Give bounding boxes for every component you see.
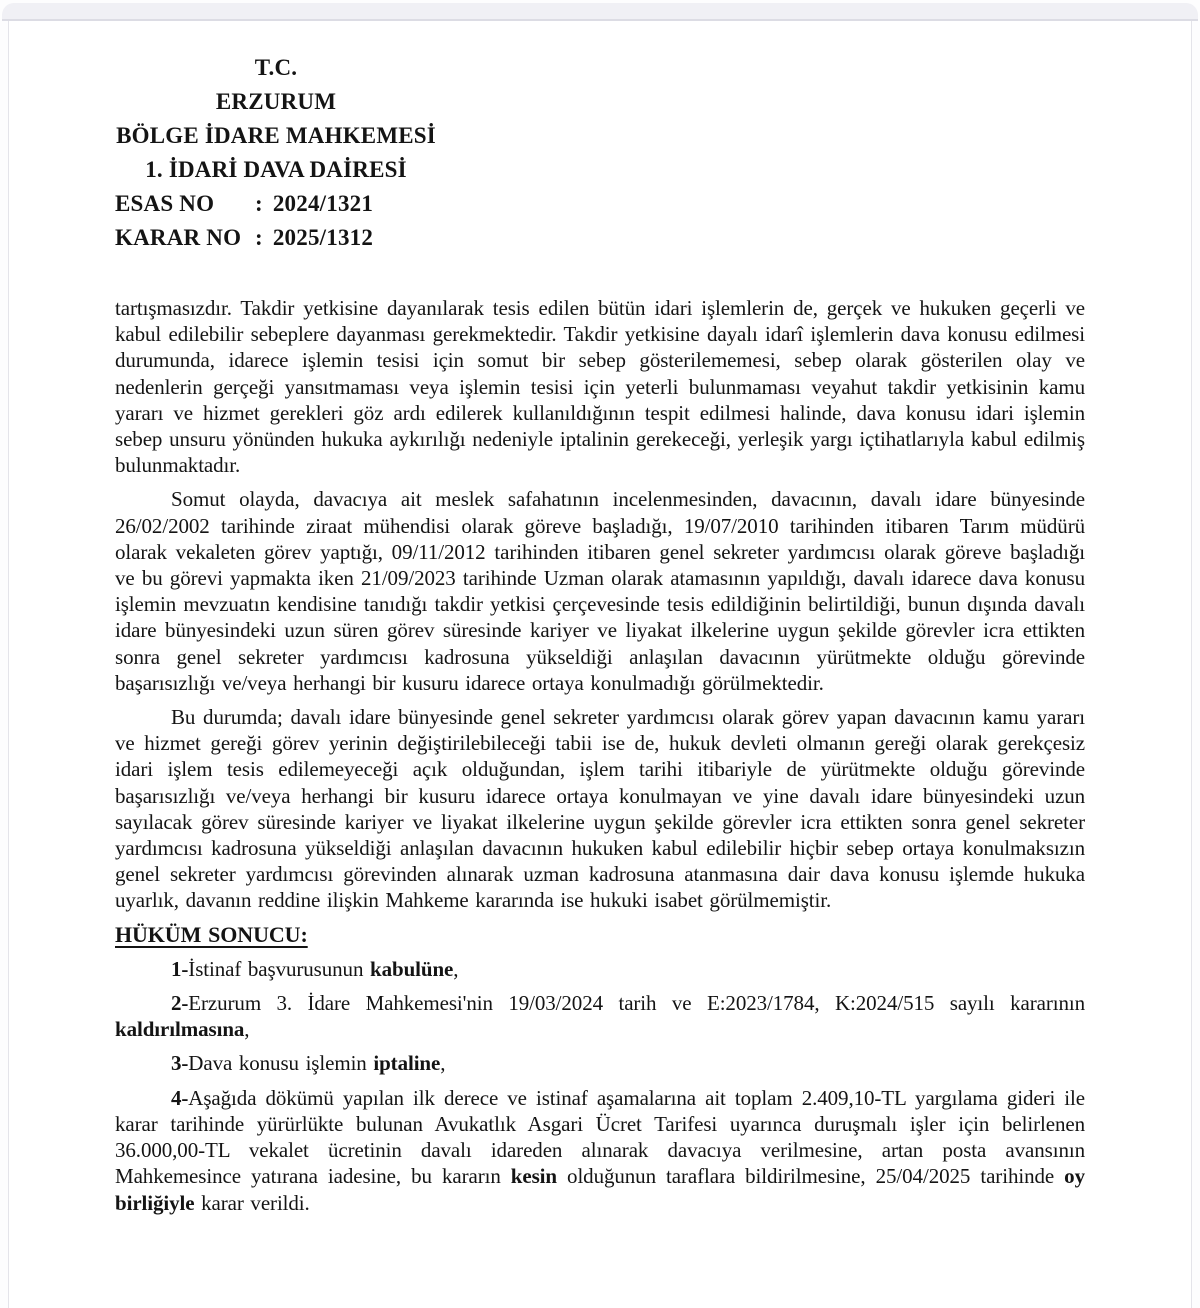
body-paragraph: tartışmasızdır. Takdir yetkisine dayanılarak tesis edilen bütün idari işlemlerin de, gerçek ve hukuken geçerli ve kabul edilebilir sebeplere dayanması gerekmektedir. Takdir yetkisine dayalı idarî işlemlerin dava konusu edilmesi durumunda, idarece işlemin tesisi için somut bir sebep gösterilememesi, sebep olarak gösterilen olay ve nedenlerin gerçeği yansıtmaması veya işlemin tesisi için yeterli bulunmaması veyahut takdir yetkisinin kamu yararı ve hizmet gerekleri göz ardı edilerek kullanıldığının tespit edilmesi halinde, dava konusu idari işlemin sebep unsuru yönünden hukuka aykırılığı nedeniyle iptalinin gerekeceği, yerleşik yargı içtihatlarıyla kabul edilmiş bulunmaktadır. — [115, 296, 1085, 478]
body-paragraph: Bu durumda; davalı idare bünyesinde genel sekreter yardımcısı olarak görev yapan davacının kamu yararı ve hizmet gereği görev yerinin değiştirilebileceği tabii ise de, hukuk devleti olmanın gereği olarak gerekçesiz idari işlem tesis edilemeyeceği açık olduğundan, işlem tarihi itibariyle de yürütmekte olduğu görevinde başarısızlığı ve/veya herhangi bir kusuru idarece ortaya konulmayan ve yine davalı idare bünyesindeki uzun sayılacak görev süresinde kariyer ve liyakat ilkelerine uygun şekilde görevler icra ettikten sonra genel sekreter yardımcısı kadrosuna yükseldiği anlaşılan davacının hukuken kabul edilebilir hiçbir sebep ortaya konulmaksızın genel sekreter yardımcısı görevinden alınarak uzman kadrosuna atanmasına dair dava konusu işlemde hukuka uyarlık, davanın reddine ilişkin Mahkeme kararında ise hukuki isabet görülmemiştir. — [115, 705, 1085, 913]
ruling-item: 2-Erzurum 3. İdare Mahkemesi'nin 19/03/2024 tarih ve E:2023/1784, K:2024/515 sayılı kararının kaldırılmasına, — [115, 991, 1085, 1042]
decision-number-row — [115, 221, 437, 255]
decision-number-value: 2025/1312 — [272, 225, 374, 250]
republic-label: T.C. — [254, 55, 298, 80]
ruling-item: 1-İstinaf başvurusunun kabulüne, — [171, 956, 459, 981]
court-header — [115, 51, 437, 255]
page-top-edge — [2, 3, 1198, 21]
court-name: BÖLGE İDARE MAHKEMESİ — [116, 123, 436, 148]
ruling-heading: HÜKÜM SONUCU: — [115, 921, 308, 947]
case-number-label: ESAS NO — [115, 191, 215, 216]
decision-body — [115, 295, 1085, 1216]
case-number-value: 2024/1321 — [272, 191, 374, 216]
court-decision-page — [8, 21, 1192, 1308]
court-chamber: 1. İDARİ DAVA DAİRESİ — [145, 157, 407, 182]
decision-number-separator: : — [255, 225, 263, 250]
court-city: ERZURUM — [215, 89, 337, 114]
ruling-item: 3-Dava konusu işlemin iptaline, — [171, 1051, 446, 1076]
body-paragraph: Somut olayda, davacıya ait meslek safahatının incelenmesinden, davacının, davalı idare bünyesinde 26/02/2002 tarihinde ziraat mühendisi olarak göreve başladığı, 19/07/2010 tarihinden itibaren Tarım müdürü olarak vekaleten görev yaptığı, 09/11/2012 tarihinden itibaren genel sekreter yardımcısı olarak göreve başladığı ve bu görevi yapmakta iken 21/09/2023 tarihinde Uzman olarak atamasının yapıldığı, davalı idarece dava konusu işlemin mevzuatın kendisine tanıdığı takdir yetkisi çerçevesinde tesis edildiğinin belirtildiği, bunun dışında davalı idare bünyesindeki uzun süren görev süresinde kariyer ve liyakat ilkelerine uygun şekilde görevler icra ettikten sonra genel sekreter yardımcısı kadrosuna yükseldiği anlaşılan davacının yürütmekte olduğu görevinde başarısızlığı ve/veya herhangi bir kusuru idarece ortaya konulmadığı görülmektedir. — [115, 487, 1085, 695]
ruling-item: 4-Aşağıda dökümü yapılan ilk derece ve istinaf aşamalarına ait toplam 2.409,10-TL yargılama gideri ile karar tarihinde yürürlükte bulunan Avukatlık Asgari Ücret Tarifesi uyarınca duruşmalı işler için belirlenen 36.000,00-TL vekalet ücretinin davalı idareden alınarak davacıya verilmesine, artan posta avansının Mahkemesince yatırana iadesine, bu kararın kesin olduğunun taraflara bildirilmesine, 25/04/2025 tarihinde oy birliğiyle karar verildi. — [115, 1085, 1085, 1215]
case-number-separator: : — [255, 191, 263, 216]
decision-number-label: KARAR NO — [115, 225, 242, 250]
case-number-row — [115, 187, 437, 221]
